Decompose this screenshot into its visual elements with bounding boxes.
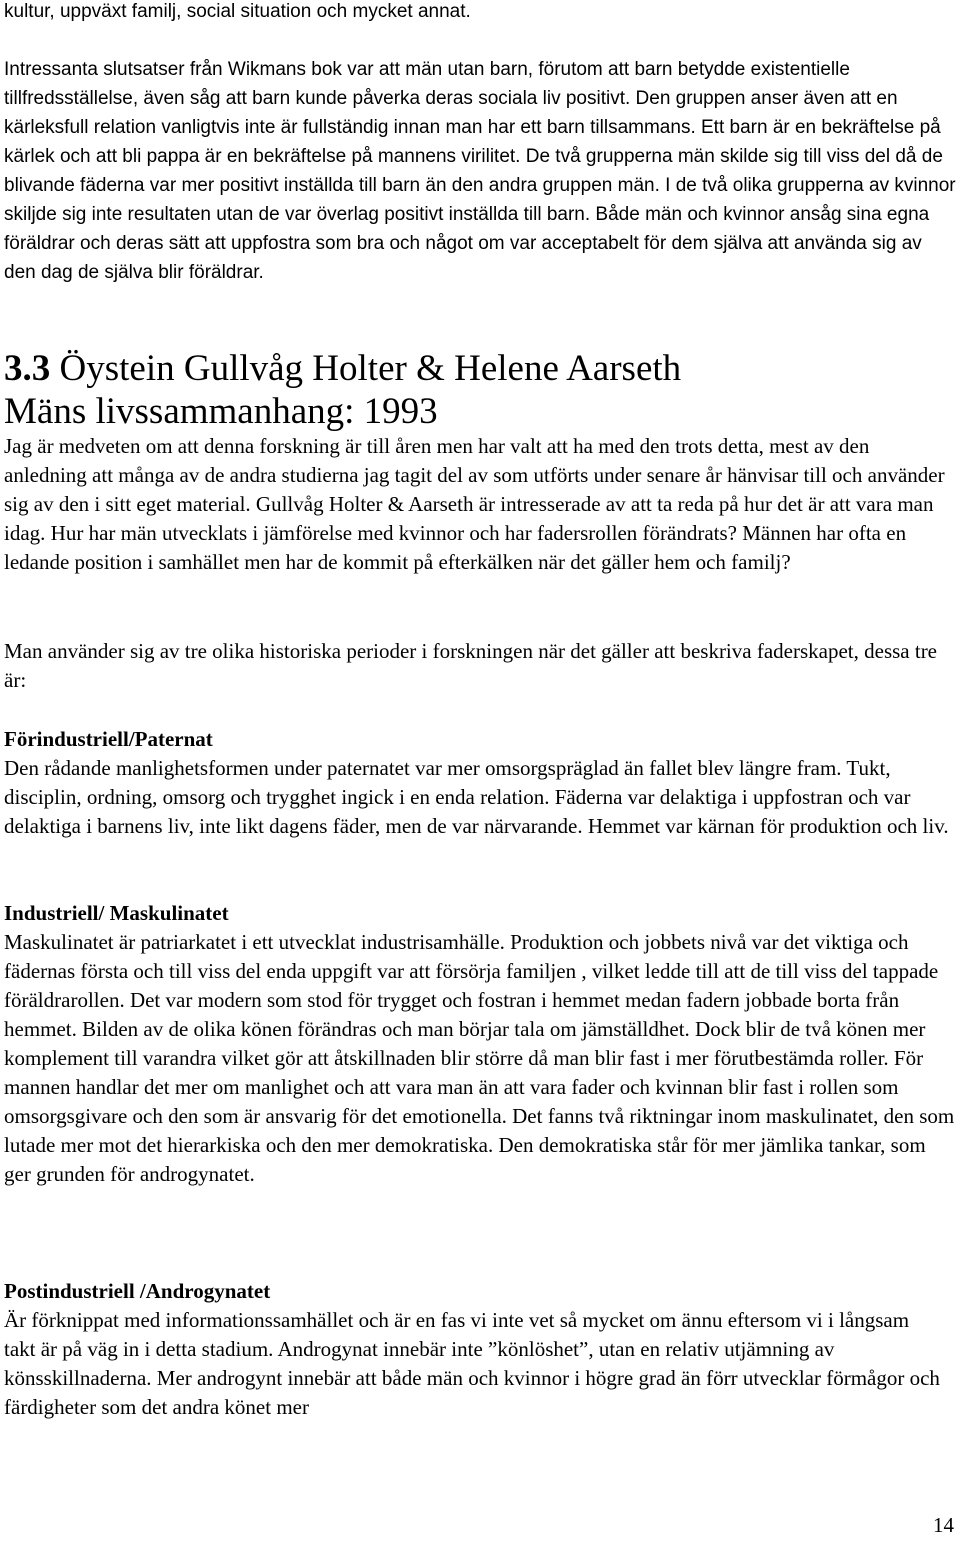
section-paragraph-1: Jag är medveten om att denna forskning är till åren men har valt att ha med den trots detta, mest av den anledning att många av de andra studierna jag tagit del av som utförts under senare år hänvisar till och använder sig av den i sitt eget material. Gullvåg Holter & Aarseth är intresserade av att ta reda på hur det är att vara man idag. Hur har män utvecklats i jämförelse med kvinnor och har fadersrollen förändrats? Männen har ofta en ledande position i samhället men har de kommit på efterkälken när det gäller hem och familj? <box>4 434 945 574</box>
section-heading <box>4 349 681 389</box>
section-number: 3.3 <box>4 348 51 389</box>
period-text-industrial: Maskulinatet är patriarkatet i ett utvecklat industrisamhälle. Produktion och jobbets nivå var det viktiga och fädernas första och till viss del enda uppgift var att försörja familjen , vilket ledde till att de till viss del tappade föräldrarollen. Det var modern som stod för trygget och fostran i hemmet medan fadern jobbade borta från hemmet. Bilden av de olika könen förändras och man börjar tala om jämställdhet. Dock blir de två könen mer komplement till varandra vilket gör att åtskillnaden blir större då man blir fast i mer förutbestämda roller. För mannen handlar det mer om manlighet och att vara man än att vara fader och kvinnan blir fast i rollen som omsorgsgivare och den som är ansvarig för det emotionella. Det fanns två riktningar inom maskulinatet, den som lutade mer mot det hierarkiska och den mer demokratiska. Den demokratiska står för mer jämlika tankar, som ger grunden för androgynatet. <box>4 930 955 1186</box>
intro-line: kultur, uppväxt familj, social situation och mycket annat. <box>4 1 471 22</box>
period-heading-preindustrial: Förindustriell/Paternat <box>4 727 213 751</box>
section-paragraph-2: Man använder sig av tre olika historiska perioder i forskningen när det gäller att beskriva faderskapet, dessa tre är: <box>4 639 938 692</box>
period-heading-postindustrial: Postindustriell /Androgynatet <box>4 1279 271 1303</box>
period-text-postindustrial: Är förknippat med informationssamhället och är en fas vi inte vet så mycket om ännu eftersom vi i långsam takt är på väg in i detta stadium. Androgynat innebär inte ”könlöshet”, utan en relativ utjämning av könsskillnaderna. Mer androgynt innebär att både män och kvinnor i högre grad än förr utvecklar förmågor och färdigheter som det andra könet mer <box>4 1308 940 1419</box>
section-subtitle: Mäns livssammanhang: 1993 <box>4 391 438 432</box>
wikman-paragraph: Intressanta slutsatser från Wikmans bok var att män utan barn, förutom att barn betydde existentielle tillfredsställelse, även såg att barn kunde påverka deras sociala liv positivt. Den gruppen anser även att en kärleksfull relation vanligtvis inte är fullständig innan man har ett barn tillsammans. Ett barn är en bekräftelse på kärlek och att bli pappa är en bekräftelse på mannens virilitet. De två grupperna män skilde sig till viss del då de blivande fäderna var mer positivt inställda till barn än den andra gruppen män. I de två olika grupperna av kvinnor skiljde sig inte resultaten utan de var överlag positivt inställda till barn. Både män och kvinnor ansåg sina egna föräldrar och deras sätt att uppfostra som bra och något om var acceptabelt för dem själva att använda sig av den dag de själva blir föräldrar. <box>4 59 956 283</box>
section-title-line1: Öystein Gullvåg Holter & Helene Aarseth <box>50 348 682 389</box>
period-heading-industrial: Industriell/ Maskulinatet <box>4 901 229 925</box>
period-text-preindustrial: Den rådande manlighetsformen under paternatet var mer omsorgspräglad än fallet blev längre fram. Tukt, disciplin, ordning, omsorg och trygghet ingick i en enda relation. Fäderna var delaktiga i uppfostran och var delaktiga i barnens liv, inte likt dagens fäder, men de var närvarande. Hemmet var kärnan för produktion och liv. <box>4 756 949 838</box>
page-number: 14 <box>933 1513 954 1537</box>
